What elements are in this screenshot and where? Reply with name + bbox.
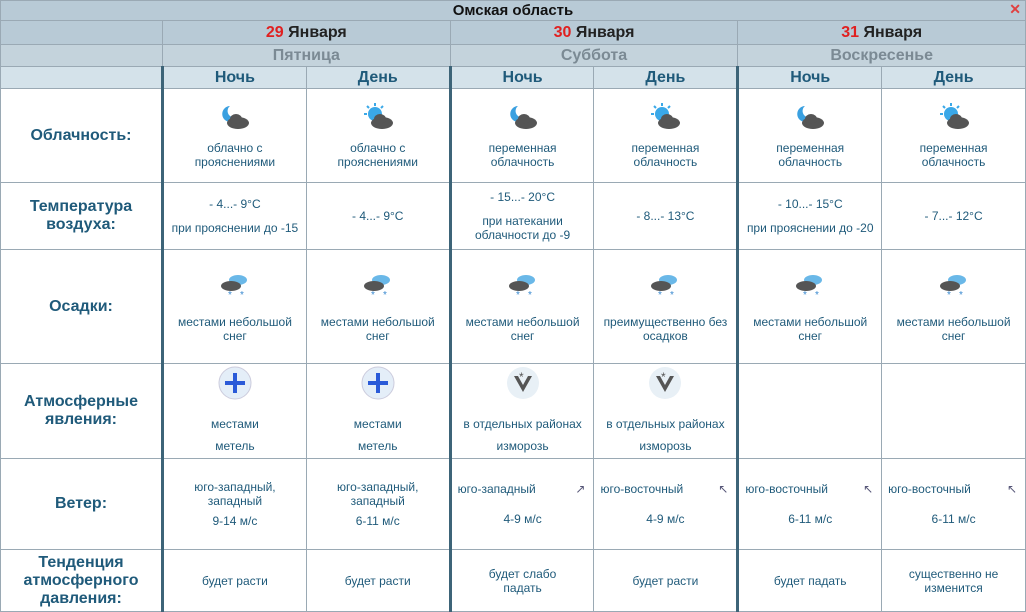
close-icon[interactable]: ✕ [1009, 1, 1021, 17]
period-label: Ночь [790, 68, 831, 86]
phen-text: изморозь [496, 438, 549, 453]
wind-speed: 4-9 м/с [646, 512, 685, 526]
svg-text:*: * [239, 290, 244, 300]
weekday: Воскресенье [830, 46, 933, 64]
region-name: Омская область [452, 2, 574, 19]
wind-cell [163, 459, 307, 550]
svg-text:*: * [518, 369, 524, 384]
snow-cloud-icon [307, 270, 449, 303]
wind-speed: 6-11 м/с [355, 514, 400, 528]
pressure-cell [882, 550, 1026, 612]
wind-speed: 4-9 м/с [503, 512, 542, 526]
month: Января [288, 23, 347, 41]
day-number: 30 [553, 23, 572, 41]
phen-text: в отдельных районах [463, 416, 582, 431]
wind-direction: юго-восточный [745, 482, 828, 496]
phen-cell [450, 364, 594, 459]
moon-cloud-icon [739, 102, 881, 135]
phen-text: метель [358, 438, 398, 453]
precip-text: местами небольшой снег [320, 315, 435, 343]
snow-cloud-icon [882, 270, 1025, 303]
weekday-header [450, 45, 738, 67]
pressure-cell [738, 550, 882, 612]
wind-arrow-icon: ↗ [575, 482, 586, 496]
period-header [738, 67, 882, 89]
svg-text:*: * [803, 290, 808, 300]
precip-cell [163, 250, 307, 364]
weekday-header [163, 45, 451, 67]
snow-cloud-icon [164, 270, 306, 303]
precip-cell [450, 250, 594, 364]
wind-speed: 6-11 м/с [788, 512, 833, 526]
row-label-pressure: Тенденция атмосферного давления: [1, 550, 163, 612]
precip-text: местами небольшой снег [896, 315, 1011, 343]
date-header [738, 21, 1026, 45]
row-label-precip: Осадки: [1, 250, 163, 364]
period-header [306, 67, 450, 89]
wind-direction: юго-западный, западный [194, 480, 276, 508]
wind-cell [306, 459, 450, 550]
cloud-text: облачно с прояснениями [337, 141, 418, 169]
svg-text:*: * [958, 290, 963, 300]
wind-speed: 6-11 м/с [931, 512, 976, 526]
phen-cell [163, 364, 307, 459]
header-blank [1, 45, 163, 67]
cloud-text: переменная облачность [919, 141, 988, 169]
cloud-text: облачно с прояснениями [194, 141, 276, 169]
period-label: День [645, 68, 686, 86]
temp-cell [163, 183, 307, 250]
temp-range: - 7...- 12°C [924, 209, 983, 223]
period-header [594, 67, 738, 89]
cloud-cell [163, 89, 307, 183]
phen-cell [594, 364, 738, 459]
temp-note: при прояснении до -15 [171, 221, 299, 235]
precip-text: местами небольшой снег [465, 315, 580, 343]
period-label: Ночь [502, 68, 543, 86]
day-number: 31 [841, 23, 860, 41]
header-blank [1, 21, 163, 45]
blizzard-icon [307, 366, 449, 407]
phen-text: местами [353, 416, 402, 431]
moon-cloud-icon [164, 102, 306, 135]
svg-text:*: * [946, 290, 951, 300]
phen-text: изморозь [639, 438, 692, 453]
cloud-text: переменная облачность [776, 141, 845, 169]
precip-cell [306, 250, 450, 364]
period-header [450, 67, 594, 89]
temp-cell [882, 183, 1026, 250]
wind-direction: юго-западный, западный [337, 480, 419, 508]
weekday: Суббота [560, 46, 628, 64]
hoarfrost-icon [452, 366, 594, 407]
temp-cell [450, 183, 594, 250]
header-blank [1, 67, 163, 89]
wind-cell [738, 459, 882, 550]
phen-text: в отдельных районах [606, 416, 725, 431]
row-label-cloud: Облачность: [1, 89, 163, 183]
hoarfrost-icon [594, 366, 736, 407]
precip-text: местами небольшой снег [177, 315, 292, 343]
phen-cell [738, 364, 882, 459]
temp-cell [594, 183, 738, 250]
precip-text: преимущественно без осадков [603, 315, 728, 343]
svg-text:*: * [382, 290, 387, 300]
temp-range: - 8...- 13°C [636, 209, 695, 223]
temp-cell [738, 183, 882, 250]
svg-text:*: * [670, 290, 675, 300]
wind-arrow-icon: ↖ [718, 482, 729, 496]
row-label-temp: Температура воздуха: [1, 183, 163, 250]
temp-range: - 4...- 9°C [209, 197, 261, 211]
cloud-cell [594, 89, 738, 183]
wind-direction: юго-западный [457, 482, 536, 496]
svg-text:*: * [527, 290, 532, 300]
row-label-phen: Атмосферные явления: [1, 364, 163, 459]
temp-range: - 4...- 9°C [352, 209, 404, 223]
pressure-cell [306, 550, 450, 612]
temp-note: при прояснении до -20 [746, 221, 874, 235]
wind-speed: 9-14 м/с [212, 514, 258, 528]
wind-direction: юго-восточный [600, 482, 684, 496]
precip-cell [738, 250, 882, 364]
temp-range: - 15...- 20°C [490, 190, 555, 204]
svg-text:*: * [515, 290, 520, 300]
phen-cell [306, 364, 450, 459]
cloud-cell [738, 89, 882, 183]
moon-cloud-icon [452, 102, 594, 135]
period-label: Ночь [214, 68, 255, 86]
temp-note: при натекании облачности до -9 [474, 214, 571, 242]
wind-arrow-icon: ↖ [863, 482, 874, 496]
period-label: День [933, 68, 974, 86]
sun-cloud-icon [307, 102, 449, 135]
svg-text:*: * [815, 290, 820, 300]
wind-direction: юго-восточный [888, 482, 971, 496]
phen-cell [882, 364, 1026, 459]
blizzard-icon [164, 366, 306, 407]
period-label: День [357, 68, 398, 86]
temp-cell [306, 183, 450, 250]
pressure-text: будет расти [632, 573, 699, 588]
pressure-text: будет расти [344, 573, 411, 588]
date-header [450, 21, 738, 45]
pressure-cell [450, 550, 594, 612]
snow-cloud-icon [739, 270, 881, 303]
month: Января [863, 23, 923, 41]
period-header [163, 67, 307, 89]
pressure-text: существенно не изменится [908, 566, 999, 595]
svg-text:*: * [658, 290, 663, 300]
pressure-text: будет слабо падать [488, 566, 557, 595]
cloud-cell [306, 89, 450, 183]
phen-text: метель [215, 438, 255, 453]
pressure-cell [163, 550, 307, 612]
weekday-header [738, 45, 1026, 67]
wind-arrow-icon: ↖ [1006, 482, 1017, 496]
precip-cell [882, 250, 1026, 364]
weekday: Пятница [272, 46, 340, 64]
wind-cell [594, 459, 738, 550]
cloud-text: переменная облачность [488, 141, 557, 169]
phen-text: местами [210, 416, 259, 431]
row-label-wind: Ветер: [1, 459, 163, 550]
wind-cell [450, 459, 594, 550]
month: Января [575, 23, 635, 41]
precip-cell [594, 250, 738, 364]
svg-text:*: * [227, 290, 232, 300]
pressure-text: будет расти [201, 573, 268, 588]
date-header [163, 21, 451, 45]
pressure-cell [594, 550, 738, 612]
pressure-text: будет падать [773, 573, 847, 588]
day-number: 29 [265, 23, 284, 41]
snow-cloud-icon [594, 270, 736, 303]
precip-text: местами небольшой снег [753, 315, 868, 343]
cloud-cell [882, 89, 1026, 183]
sun-cloud-icon [882, 102, 1025, 135]
cloud-text: переменная облачность [631, 141, 700, 169]
wind-cell [882, 459, 1026, 550]
snow-cloud-icon [452, 270, 594, 303]
sun-cloud-icon [594, 102, 736, 135]
cloud-cell [450, 89, 594, 183]
svg-text:*: * [661, 369, 667, 384]
temp-range: - 10...- 15°C [777, 197, 843, 211]
region-title [1, 1, 1026, 21]
svg-text:*: * [370, 290, 375, 300]
period-header [882, 67, 1026, 89]
